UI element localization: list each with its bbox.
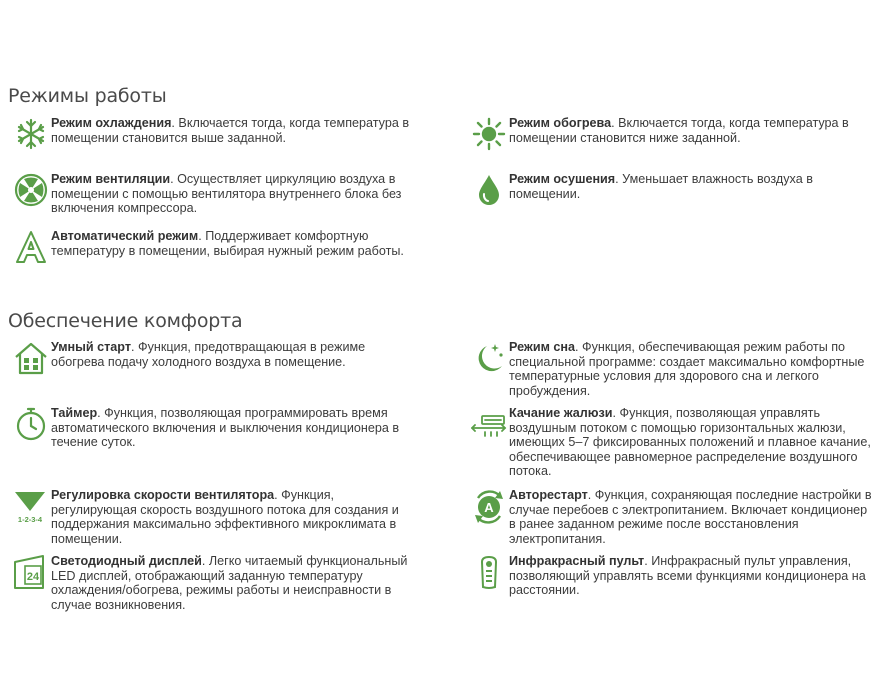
feature-description: . Функция, позволяющая программировать время автоматического включения и выключения кондиционера в течение суток. (51, 406, 400, 450)
autorestart-icon (471, 488, 507, 524)
autorestart-icon-label: A (484, 500, 494, 515)
feature-text (51, 172, 416, 216)
feature-text (51, 340, 416, 369)
feature-description: . Инфракрасный пульт управления, позволяющий управлять всеми функциями кондиционера на расстоянии. (509, 554, 866, 598)
water-drop-icon (471, 172, 507, 208)
feature-text (509, 406, 874, 479)
feature-title: Инфракрасный пульт (509, 554, 645, 568)
feature-description: . Поддерживает комфортную температуру в помещении, выбирая нужный режим работы. (51, 229, 404, 258)
feature-title: Режим охлаждения (51, 116, 172, 130)
fan-icon (13, 172, 49, 208)
feature-title: Авторестарт (509, 488, 588, 502)
feature-text (51, 406, 416, 450)
feature-title: Регулировка скорости вентилятора (51, 488, 275, 502)
feature-description: . Легко читаемый функциональный LED дисплей, отображающий заданную температуру охлаждения/обогрева, режимы работы и неисправности в случае возникновения. (51, 554, 408, 612)
feature-description: . Уменьшает влажность воздуха в помещении. (509, 172, 813, 201)
louver-swing-icon (471, 406, 507, 442)
feature-description: . Функция, предотвращающая в режиме обогрева подачу холодного воздуха в помещение. (51, 340, 366, 369)
feature-description: . Осуществляет циркуляцию воздуха в помещении с помощью вентилятора внутреннего блока без включения компрессора. (51, 172, 402, 216)
section-title-comfort: Обеспечение комфорта (8, 310, 243, 332)
feature-title: Режим обогрева (509, 116, 612, 130)
feature-text (51, 116, 416, 145)
moon-stars-icon (471, 340, 507, 376)
feature-title: Автоматический режим (51, 229, 199, 243)
feature-title: Качание жалюзи (509, 406, 613, 420)
feature-text (509, 340, 874, 398)
fan-speed-icon-label: 1-2-3-4 (17, 515, 43, 524)
snowflake-icon (13, 116, 49, 152)
fan-speed-icon (13, 488, 49, 524)
feature-text (509, 116, 874, 145)
feature-description: . Функция, сохраняющая последние настройки в случае перебоев с электропитанием. Включает кондиционер в ранее заданном режиме после восстановления электропитания. (509, 488, 872, 546)
led-display-icon (13, 554, 49, 590)
feature-text (509, 172, 874, 201)
feature-title: Режим вентиляции (51, 172, 171, 186)
feature-description: . Функция, позволяющая управлять воздушным потоком с помощью горизонтальных жалюзи, имеющих 5–7 фиксированных положений и плавное качание, обеспечивающее равномерное распределение воздушного потока. (509, 406, 871, 479)
remote-control-icon (471, 554, 507, 590)
feature-text (509, 488, 874, 546)
led-icon-label: 24 (26, 571, 40, 583)
stopwatch-icon (13, 406, 49, 442)
feature-title: Режим осушения (509, 172, 616, 186)
feature-description: . Включается тогда, когда температура в помещении становится выше заданной. (51, 116, 410, 145)
sun-icon (471, 116, 507, 152)
feature-description: . Включается тогда, когда температура в помещении становится ниже заданной. (509, 116, 849, 145)
feature-text (51, 488, 416, 546)
auto-mode-icon (13, 229, 49, 265)
feature-title: Умный старт (51, 340, 131, 354)
house-icon (13, 340, 49, 376)
feature-text (51, 229, 416, 258)
feature-description: . Функция, обеспечивающая режим работы по специальной программе: создает максимально комфортные температурные условия для здорового сна и легкого пробуждения. (509, 340, 865, 398)
feature-title: Таймер (51, 406, 98, 420)
feature-description: . Функция, регулирующая скорость воздушного потока для создания и поддержания максимально эффективного микроклимата в помещении. (51, 488, 399, 546)
feature-text (51, 554, 416, 612)
feature-title: Светодиодный дисплей (51, 554, 202, 568)
feature-text (509, 554, 874, 598)
feature-title: Режим сна (509, 340, 576, 354)
section-title-modes: Режимы работы (8, 85, 167, 107)
